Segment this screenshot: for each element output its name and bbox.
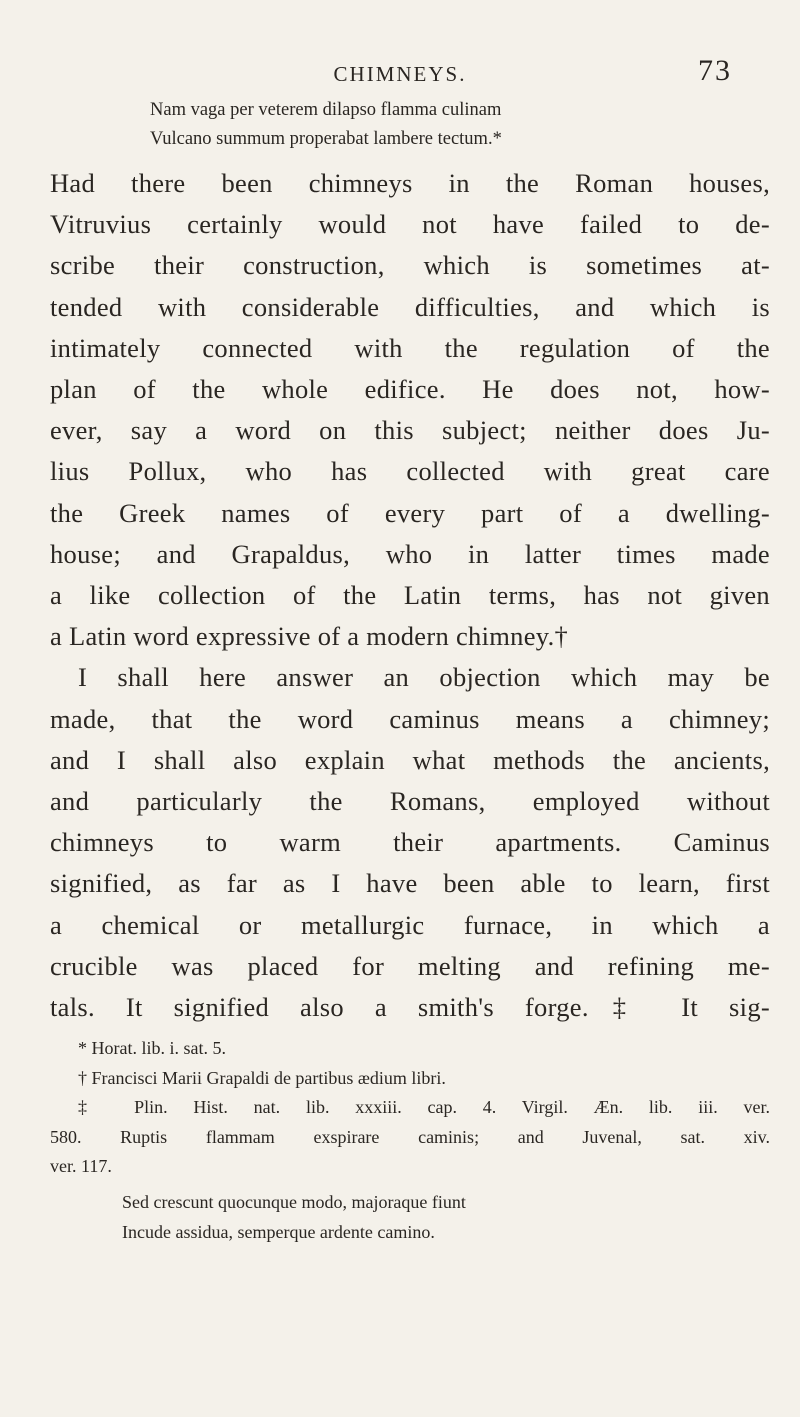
footnote-verse-line: Incude assidua, semperque ardente camino. <box>122 1221 435 1242</box>
footnote: * Horat. lib. i. sat. 5. <box>78 1038 226 1058</box>
text-line: signified, as far as I have been able to learn, first <box>50 868 770 899</box>
footnotes <box>50 1034 770 1247</box>
text-line: intimately connected with the regulation of the <box>50 332 770 363</box>
text-line: a like collection of the Latin terms, has not given <box>50 580 770 611</box>
text-line: made, that the word caminus means a chimney; <box>50 703 770 734</box>
text-line: house; and Grapaldus, who in latter times made <box>50 538 770 569</box>
paragraph-first-line: I shall here answer an objection which may be <box>78 662 770 693</box>
footnote: ‡ Plin. Hist. nat. lib. xxxiii. cap. 4. Virgil. Æn. lib. iii. ver. <box>78 1097 770 1118</box>
text-line: chimneys to warm their apartments. Caminus <box>50 827 770 858</box>
footnote-continuation: ver. 117. <box>50 1156 112 1177</box>
main-text <box>50 163 770 1028</box>
text-line: ever, say a word on this subject; neither does Ju- <box>50 415 770 446</box>
text-line: Vitruvius certainly would not have failed to de- <box>50 209 770 240</box>
running-head <box>0 56 800 96</box>
text-line: a Latin word expressive of a modern chimney.† <box>50 621 569 652</box>
epigraph-line: Nam vaga per veterem dilapso flamma culinam <box>150 100 502 120</box>
epigraph-quotation <box>150 96 770 154</box>
text-line: and particularly the Romans, employed without <box>50 786 770 817</box>
footnote-verse-line: Sed crescunt quocunque modo, majoraque fiunt <box>122 1191 466 1212</box>
text-line: lius Pollux, who has collected with great care <box>50 456 770 487</box>
footnote-continuation: 580. Ruptis flammam exspirare caminis; and Juvenal, sat. xiv. <box>50 1126 770 1147</box>
text-line: the Greek names of every part of a dwelling- <box>50 497 770 528</box>
text-line: plan of the whole edifice. He does not, how- <box>50 374 770 405</box>
page-number: 73 <box>698 54 732 87</box>
text-line: tals. It signified also a smith's forge.‡ It sig- <box>50 992 770 1023</box>
text-line: Had there been chimneys in the Roman houses, <box>50 168 770 198</box>
epigraph-line: Vulcano summum properabat lambere tectum.* <box>150 129 502 149</box>
text-line: crucible was placed for melting and refining me- <box>50 950 770 981</box>
footnote: † Francisci Marii Grapaldi de partibus ædium libri. <box>78 1067 446 1088</box>
running-title: CHIMNEYS. <box>333 62 467 86</box>
text-line: scribe their construction, which is sometimes at- <box>50 250 770 281</box>
text-line: tended with considerable difficulties, and which is <box>50 291 770 322</box>
text-line: a chemical or metallurgic furnace, in which a <box>50 909 770 940</box>
text-line: and I shall also explain what methods the ancients, <box>50 744 770 775</box>
